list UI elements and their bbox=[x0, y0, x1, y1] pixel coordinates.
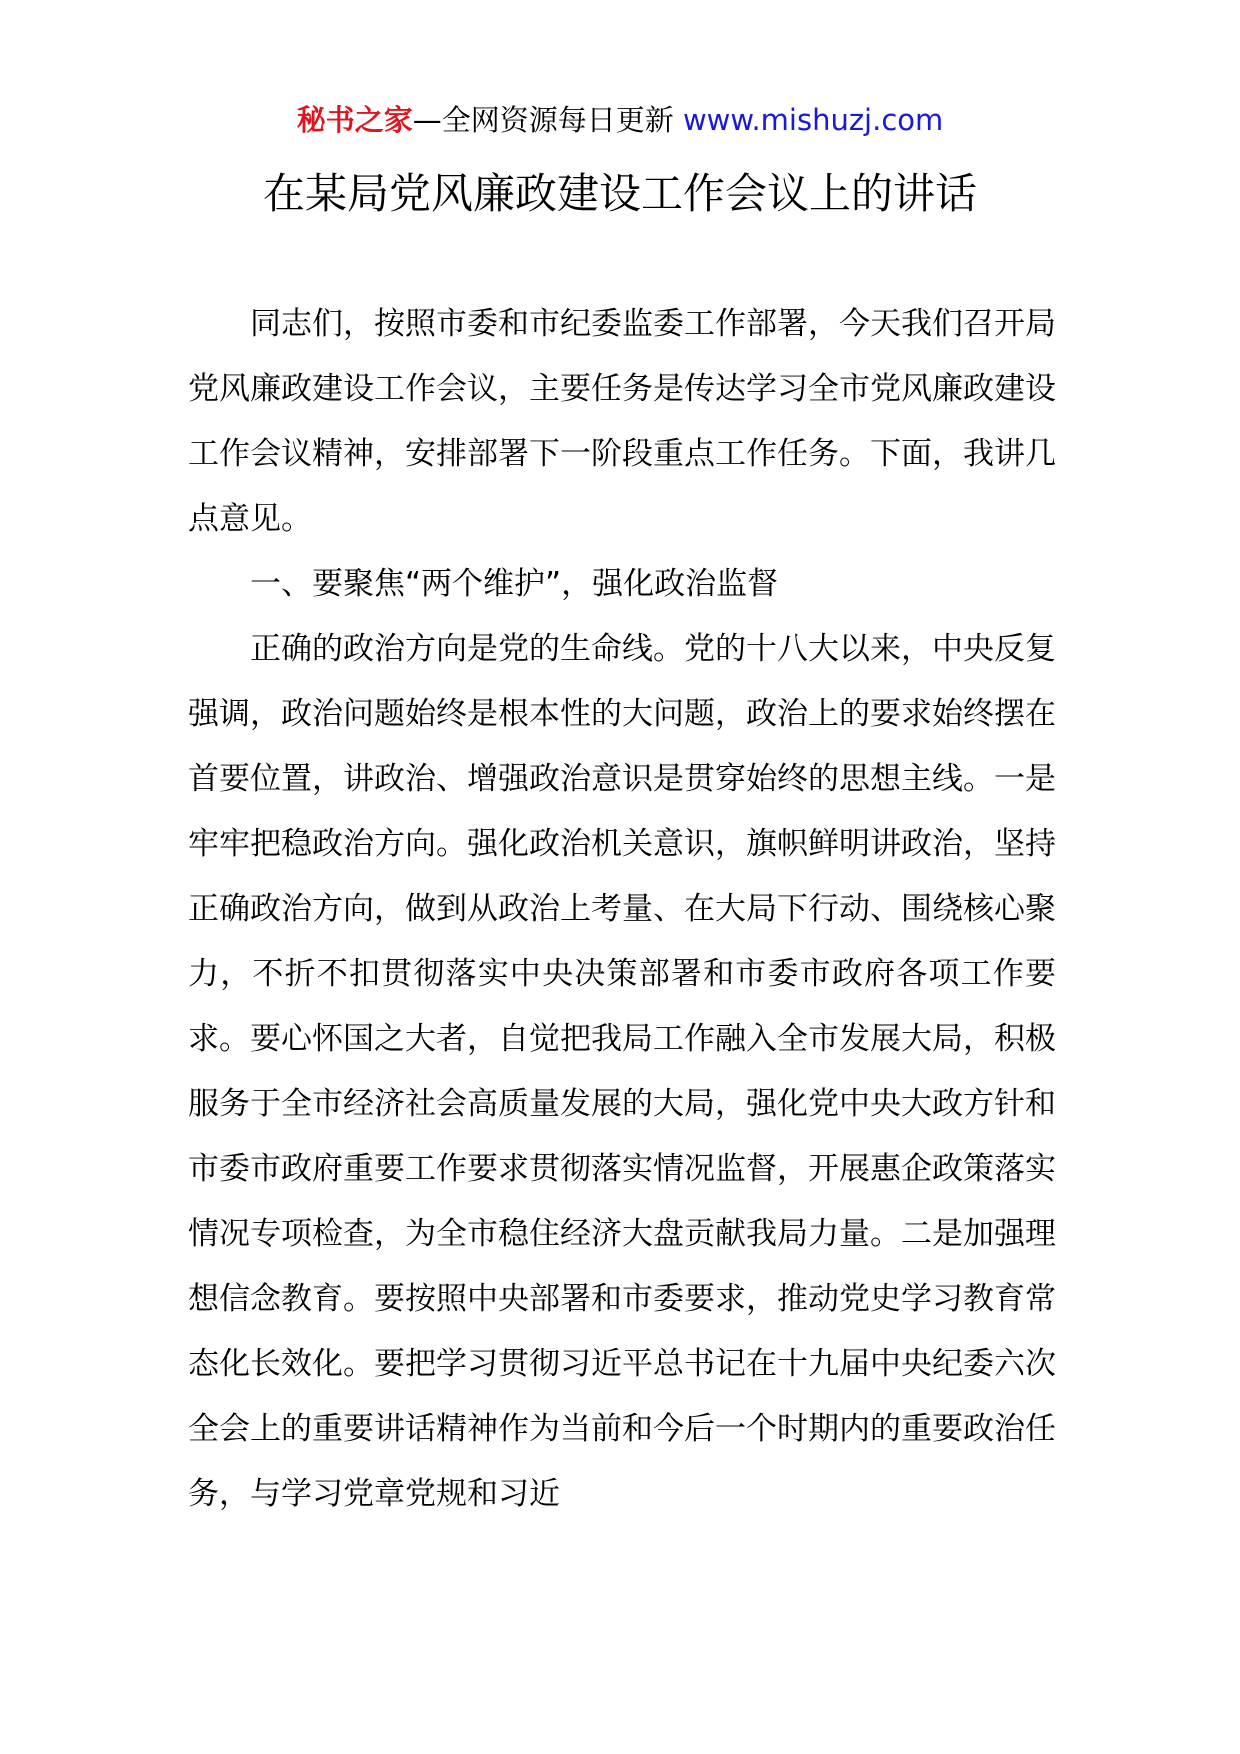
section-heading-1: 一、要聚焦“两个维护”，强化政治监督 bbox=[250, 566, 779, 602]
site-tagline: —全网资源每日更新 bbox=[412, 103, 674, 137]
paragraph-section-1: 正确的政治方向是党的生命线。党的十八大以来，中央反复强调，政治问题始终是根本性的大问题，政治上的要求始终摆在首要位置，讲政治、增强政治意识是贯穿始终的思想主线。一是牢牢把稳政治方向。强化政治机关意识，旗帜鲜明讲政治，坚持正确政治方向，做到从政治上考量、在大局下行动、围绕核心聚力，不折不扣贯彻落实中央决策部署和市委市政府各项工作要求。要心怀国之大者，自觉把我局工作融入全市发展大局，积极服务于全市经济社会高质量发展的大局，强化党中央大政方针和市委市政府重要工作要求贯彻落实情况监督，开展惠企政策落实情况专项检查，为全市稳住经济大盘贡献我局力量。二是加强理想信念教育。要按照中央部署和市委要求，推动党史学习教育常态化长效化。要把学习贯彻习近平总书记在十九届中央纪委六次全会上的重要讲话精神作为当前和今后一个时期内的重要政治任务，与学习党章党规和习近 bbox=[188, 631, 1056, 1512]
site-brand: 秘书之家 bbox=[296, 103, 413, 137]
document-body bbox=[188, 292, 1056, 1527]
document-title: 在某局党风廉政建设工作会议上的讲话 bbox=[262, 169, 977, 218]
site-url-link[interactable]: www.mishuzj.com bbox=[682, 103, 944, 137]
site-header bbox=[0, 100, 1240, 140]
paragraph-opening: 同志们，按照市委和市纪委监委工作部署，今天我们召开局党风廉政建设工作会议，主要任务是传达学习全市党风廉政建设工作会议精神，安排部署下一阶段重点工作任务。下面，我讲几点意见。 bbox=[188, 306, 1056, 537]
